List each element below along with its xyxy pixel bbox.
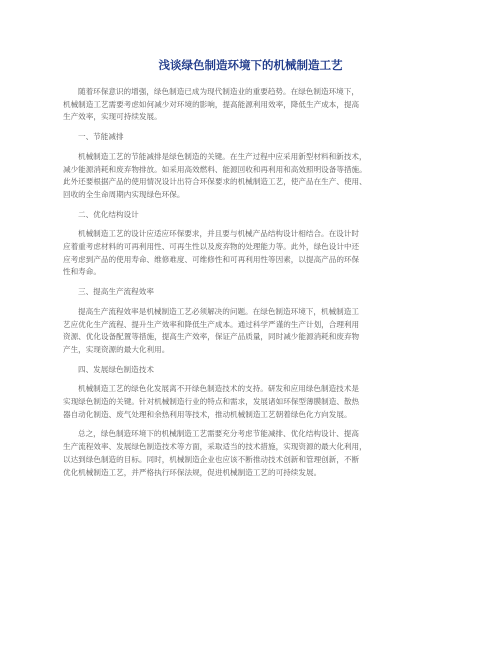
section-paragraph [63,151,438,202]
paragraph-line: 资源、优化设备配置等措施，提高生产效率，保证产品质量，同时减少能源消耗和废弃物 [63,332,360,342]
section-paragraph [63,383,438,421]
paragraph-line: 机械制造工艺的绿色化发展离不开绿色制造技术的支持。研发和应用绿色制造技术是 [78,384,359,394]
paragraph-line: 此外还要根据产品的使用情况设计出符合环保要求的机械制造工艺，使产品在生产、使用、 [63,177,367,187]
paragraph-line: 机械制造工艺的设计应适应环保要求，并且要与机械产品结构设计相结合。在设计时 [78,229,359,239]
paragraph-line: 机械制造工艺需要考虑如何减少对环境的影响，提高能源利用效率，降低生产成本，提高 [63,99,360,109]
paragraph-line: 机械制造工艺的节能减排是绿色制造的关键。在生产过程中应采用新型材料和新技术， [78,151,367,161]
section-green-tech [63,364,438,422]
paragraph-line: 性和寿命。 [63,267,101,277]
paragraph-line: 器自动化制造、废气处理和余热利用等技术，推动机械制造工艺朝着绿色化方向发展。 [63,409,352,419]
paragraph-line: 以达到绿色制造的目标。同时，机械制造企业也应该不断推动技术创新和管理创新，不断 [63,454,360,464]
section-structure [63,209,438,280]
section-paragraph [63,228,438,279]
paragraph-line: 总之，绿色制造环境下的机械制造工艺需要充分考虑节能减排、优化结构设计、提高 [78,429,359,439]
conclusion-paragraph [63,428,438,479]
paragraph-line: 回收的全生命周期内实现绿色环保。 [63,189,185,199]
paragraph-line: 随着环保意识的增强，绿色制造已成为现代制造业的重要趋势。在绿色制造环境下， [78,87,359,96]
paragraph-line: 提高生产流程效率是机械制造工艺必须解决的问题。在绿色制造环境下，机械制造工 [78,306,359,316]
paragraph-gap [63,421,438,428]
intro-paragraph [63,86,438,124]
section-heading: 三、提高生产流程效率 [78,287,154,297]
section-heading: 一、节能减排 [78,132,124,142]
paragraph-line: 优化机械制造工艺，并严格执行环保法规，促进机械制造工艺的可持续发展。 [63,467,322,477]
paragraph-line: 生产流程效率、发展绿色制造技术等方面，采取适当的技术措施，实现资源的最大化利用， [63,442,367,452]
section-paragraph [63,306,438,357]
document-title: 浅谈绿色制造环境下的机械制造工艺 [158,58,343,72]
section-heading: 二、优化结构设计 [78,209,139,219]
paragraph-line: 产生，实现资源的最大化利用。 [63,344,170,354]
paragraph-line: 实现绿色制造的关键。针对机械制造行业的特点和需求，发展诸如环保型薄膜制造、散热 [63,397,360,407]
section-efficiency [63,286,438,357]
paragraph-line: 生产效率，实现可持续发展。 [63,112,162,122]
section-heading: 四、发展绿色制造技术 [78,364,154,374]
paragraph-line: 应考虑到产品的使用寿命、维修难度、可维修性和可再利用性等因素，以提高产品的环保 [63,254,360,264]
paragraph-line: 艺应优化生产流程、提升生产效率和降低生产成本。通过科学严谨的生产计划，合理利用 [63,319,360,329]
paragraph-line: 减少能源消耗和废弃物排放。如采用高效燃料、能源回收和再利用和高效照明设备等措施。 [63,164,367,174]
paragraph-line: 应着重考虑材料的可再利用性、可再生性以及废弃物的处理能力等。此外，绿色设计中还 [63,242,360,252]
section-energy [63,131,438,202]
